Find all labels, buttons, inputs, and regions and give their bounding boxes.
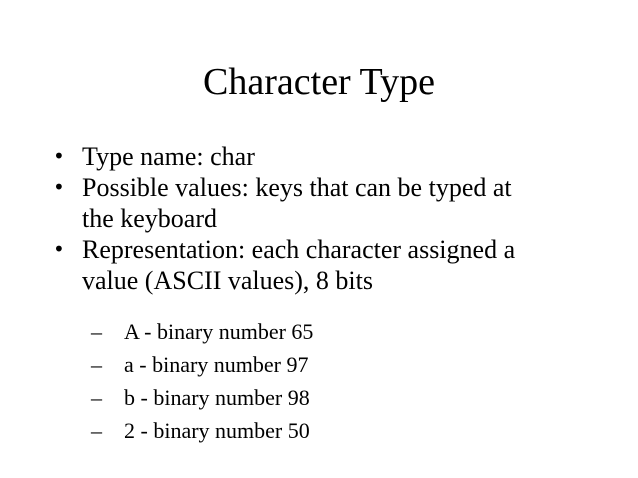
sub-bullet-list <box>91 317 313 445</box>
bullet-marker: • <box>53 237 65 261</box>
sub-bullet-marker: – <box>91 319 102 344</box>
sub-bullet-item <box>91 383 313 412</box>
sub-bullet-item <box>91 350 313 379</box>
bullet-text-continued: the keyboard <box>82 204 218 233</box>
sub-bullet-marker: – <box>91 352 102 377</box>
sub-bullet-text: b - binary number 98 <box>124 385 310 410</box>
sub-bullet-text: a - binary number 97 <box>124 352 309 377</box>
bullet-text: Possible values: keys that can be typed at <box>82 173 512 202</box>
bullet-marker: • <box>53 144 65 168</box>
slide-title: Character Type <box>203 61 435 103</box>
bullet-item <box>53 234 613 296</box>
sub-bullet-item <box>91 416 313 445</box>
bullet-marker: • <box>53 175 65 199</box>
sub-bullet-marker: – <box>91 418 102 443</box>
sub-bullet-text: A - binary number 65 <box>124 319 314 344</box>
bullet-item <box>53 141 613 172</box>
sub-bullet-text: 2 - binary number 50 <box>124 418 310 443</box>
bullet-item <box>53 172 613 234</box>
sub-bullet-item <box>91 317 313 346</box>
sub-bullet-marker: – <box>91 385 102 410</box>
bullet-text: Representation: each character assigned a <box>82 235 516 264</box>
bullet-text-continued: value (ASCII values), 8 bits <box>82 266 374 295</box>
bullet-text: Type name: char <box>82 142 255 171</box>
bullet-list <box>53 141 613 296</box>
